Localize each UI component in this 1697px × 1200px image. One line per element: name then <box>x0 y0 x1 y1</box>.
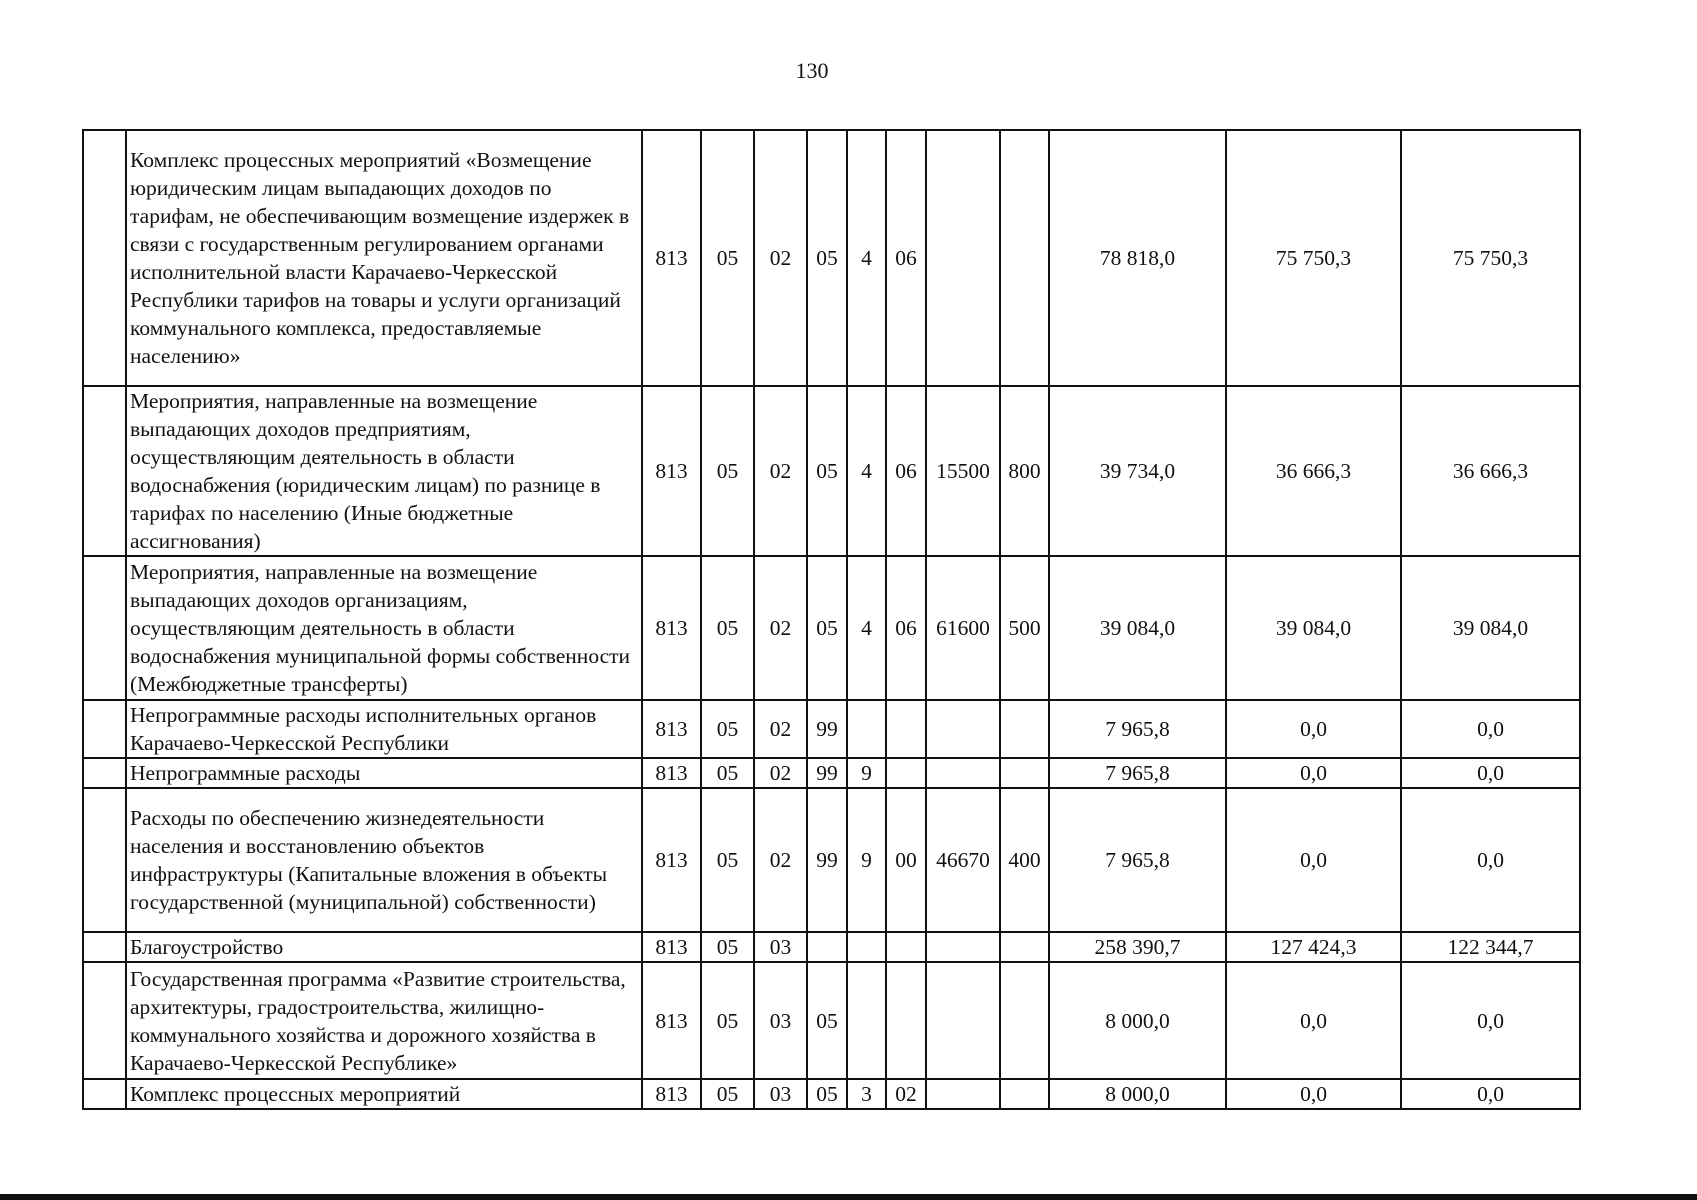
table-row <box>83 386 1580 556</box>
row-number-cell <box>83 1079 126 1109</box>
row-number-cell <box>83 130 126 386</box>
amount-cell: 8 000,0 <box>1049 962 1226 1079</box>
code-cell <box>926 758 1000 788</box>
amount-cell: 0,0 <box>1401 758 1580 788</box>
code-cell: 02 <box>754 788 807 932</box>
code-cell <box>926 962 1000 1079</box>
amount-cell: 0,0 <box>1226 758 1401 788</box>
code-cell <box>1000 1079 1049 1109</box>
row-number-cell <box>83 788 126 932</box>
code-cell: 813 <box>642 130 701 386</box>
row-name-cell: Комплекс процессных мероприятий «Возмещение юридическим лицам выпадающих доходов по тарифам, не обеспечивающим возмещение издержек в связи с государственным регулированием органами исполнительной власти Карачаево-Черкесской Республики тарифов на товары и услуги организаций коммунального комплекса, предоставляемые населению» <box>126 130 642 386</box>
code-cell: 02 <box>886 1079 926 1109</box>
code-cell: 03 <box>754 1079 807 1109</box>
row-name-cell: Комплекс процессных мероприятий <box>126 1079 642 1109</box>
table-row <box>83 758 1580 788</box>
code-cell: 02 <box>754 556 807 700</box>
code-cell <box>847 932 886 962</box>
code-cell: 99 <box>807 758 847 788</box>
code-cell <box>1000 932 1049 962</box>
code-cell: 05 <box>701 556 754 700</box>
code-cell: 400 <box>1000 788 1049 932</box>
code-cell: 03 <box>754 932 807 962</box>
code-cell: 500 <box>1000 556 1049 700</box>
table-row <box>83 788 1580 932</box>
amount-cell: 39 084,0 <box>1049 556 1226 700</box>
table-row <box>83 700 1580 758</box>
code-cell <box>926 700 1000 758</box>
code-cell: 00 <box>886 788 926 932</box>
amount-cell: 7 965,8 <box>1049 700 1226 758</box>
page-number: 130 <box>795 58 829 83</box>
row-name-cell: Государственная программа «Развитие строительства, архитектуры, градостроительства, жилищно-коммунального хозяйства и дорожного хозяйства в Карачаево-Черкесской Республике» <box>126 962 642 1079</box>
amount-cell: 0,0 <box>1226 962 1401 1079</box>
code-cell: 46670 <box>926 788 1000 932</box>
amount-cell: 75 750,3 <box>1401 130 1580 386</box>
table-row <box>83 130 1580 386</box>
scan-bottom-edge <box>0 1194 1697 1200</box>
code-cell: 99 <box>807 700 847 758</box>
code-cell <box>847 700 886 758</box>
code-cell: 05 <box>701 1079 754 1109</box>
amount-cell: 39 734,0 <box>1049 386 1226 556</box>
amount-cell: 39 084,0 <box>1226 556 1401 700</box>
amount-cell: 7 965,8 <box>1049 788 1226 932</box>
amount-cell: 36 666,3 <box>1401 386 1580 556</box>
row-name-cell: Мероприятия, направленные на возмещение выпадающих доходов организациям, осуществляющим деятельность в области водоснабжения муниципальной формы собственности (Межбюджетные трансферты) <box>126 556 642 700</box>
row-name-cell: Непрограммные расходы исполнительных органов Карачаево-Черкесской Республики <box>126 700 642 758</box>
code-cell: 15500 <box>926 386 1000 556</box>
code-cell <box>886 962 926 1079</box>
code-cell: 05 <box>807 556 847 700</box>
code-cell: 9 <box>847 788 886 932</box>
code-cell: 05 <box>701 758 754 788</box>
code-cell: 02 <box>754 386 807 556</box>
amount-cell: 127 424,3 <box>1226 932 1401 962</box>
amount-cell: 122 344,7 <box>1401 932 1580 962</box>
code-cell: 06 <box>886 130 926 386</box>
code-cell <box>1000 700 1049 758</box>
code-cell <box>1000 130 1049 386</box>
amount-cell: 7 965,8 <box>1049 758 1226 788</box>
code-cell: 4 <box>847 556 886 700</box>
code-cell: 4 <box>847 386 886 556</box>
table-row <box>83 1079 1580 1109</box>
code-cell <box>926 1079 1000 1109</box>
code-cell: 800 <box>1000 386 1049 556</box>
row-number-cell <box>83 386 126 556</box>
row-name-cell: Непрограммные расходы <box>126 758 642 788</box>
amount-cell: 0,0 <box>1401 962 1580 1079</box>
code-cell: 05 <box>807 962 847 1079</box>
code-cell: 813 <box>642 556 701 700</box>
row-number-cell <box>83 700 126 758</box>
code-cell: 06 <box>886 556 926 700</box>
table-row <box>83 932 1580 962</box>
code-cell <box>886 700 926 758</box>
code-cell: 05 <box>701 788 754 932</box>
amount-cell: 0,0 <box>1401 700 1580 758</box>
amount-cell: 8 000,0 <box>1049 1079 1226 1109</box>
code-cell: 02 <box>754 130 807 386</box>
code-cell: 813 <box>642 962 701 1079</box>
code-cell: 4 <box>847 130 886 386</box>
code-cell <box>847 962 886 1079</box>
amount-cell: 0,0 <box>1226 700 1401 758</box>
row-number-cell <box>83 758 126 788</box>
amount-cell: 75 750,3 <box>1226 130 1401 386</box>
code-cell: 05 <box>807 386 847 556</box>
code-cell <box>886 932 926 962</box>
code-cell <box>1000 758 1049 788</box>
amount-cell: 0,0 <box>1401 1079 1580 1109</box>
code-cell: 02 <box>754 700 807 758</box>
code-cell <box>886 758 926 788</box>
code-cell: 05 <box>701 386 754 556</box>
code-cell: 813 <box>642 386 701 556</box>
row-number-cell <box>83 932 126 962</box>
code-cell: 99 <box>807 788 847 932</box>
amount-cell: 0,0 <box>1226 788 1401 932</box>
code-cell: 02 <box>754 758 807 788</box>
row-number-cell <box>83 556 126 700</box>
code-cell: 813 <box>642 788 701 932</box>
code-cell <box>807 932 847 962</box>
amount-cell: 0,0 <box>1401 788 1580 932</box>
code-cell: 05 <box>701 700 754 758</box>
code-cell: 813 <box>642 758 701 788</box>
code-cell: 05 <box>807 130 847 386</box>
amount-cell: 39 084,0 <box>1401 556 1580 700</box>
row-name-cell: Благоустройство <box>126 932 642 962</box>
budget-table <box>82 129 1581 1110</box>
amount-cell: 36 666,3 <box>1226 386 1401 556</box>
code-cell <box>926 932 1000 962</box>
code-cell: 9 <box>847 758 886 788</box>
code-cell: 813 <box>642 1079 701 1109</box>
row-name-cell: Расходы по обеспечению жизнедеятельности населения и восстановлению объектов инфраструктуры (Капитальные вложения в объекты государственной (муниципальной) собственности) <box>126 788 642 932</box>
code-cell <box>926 130 1000 386</box>
amount-cell: 78 818,0 <box>1049 130 1226 386</box>
table-row <box>83 962 1580 1079</box>
row-name-cell: Мероприятия, направленные на возмещение выпадающих доходов предприятиям, осуществляющим деятельность в области водоснабжения (юридическим лицам) по разнице в тарифах по населению (Иные бюджетные ассигнования) <box>126 386 642 556</box>
code-cell: 03 <box>754 962 807 1079</box>
table-row <box>83 556 1580 700</box>
code-cell: 05 <box>701 932 754 962</box>
code-cell: 813 <box>642 932 701 962</box>
amount-cell: 258 390,7 <box>1049 932 1226 962</box>
code-cell: 813 <box>642 700 701 758</box>
code-cell: 05 <box>701 962 754 1079</box>
code-cell: 05 <box>701 130 754 386</box>
code-cell: 06 <box>886 386 926 556</box>
row-number-cell <box>83 962 126 1079</box>
code-cell: 05 <box>807 1079 847 1109</box>
code-cell <box>1000 962 1049 1079</box>
amount-cell: 0,0 <box>1226 1079 1401 1109</box>
code-cell: 3 <box>847 1079 886 1109</box>
code-cell: 61600 <box>926 556 1000 700</box>
